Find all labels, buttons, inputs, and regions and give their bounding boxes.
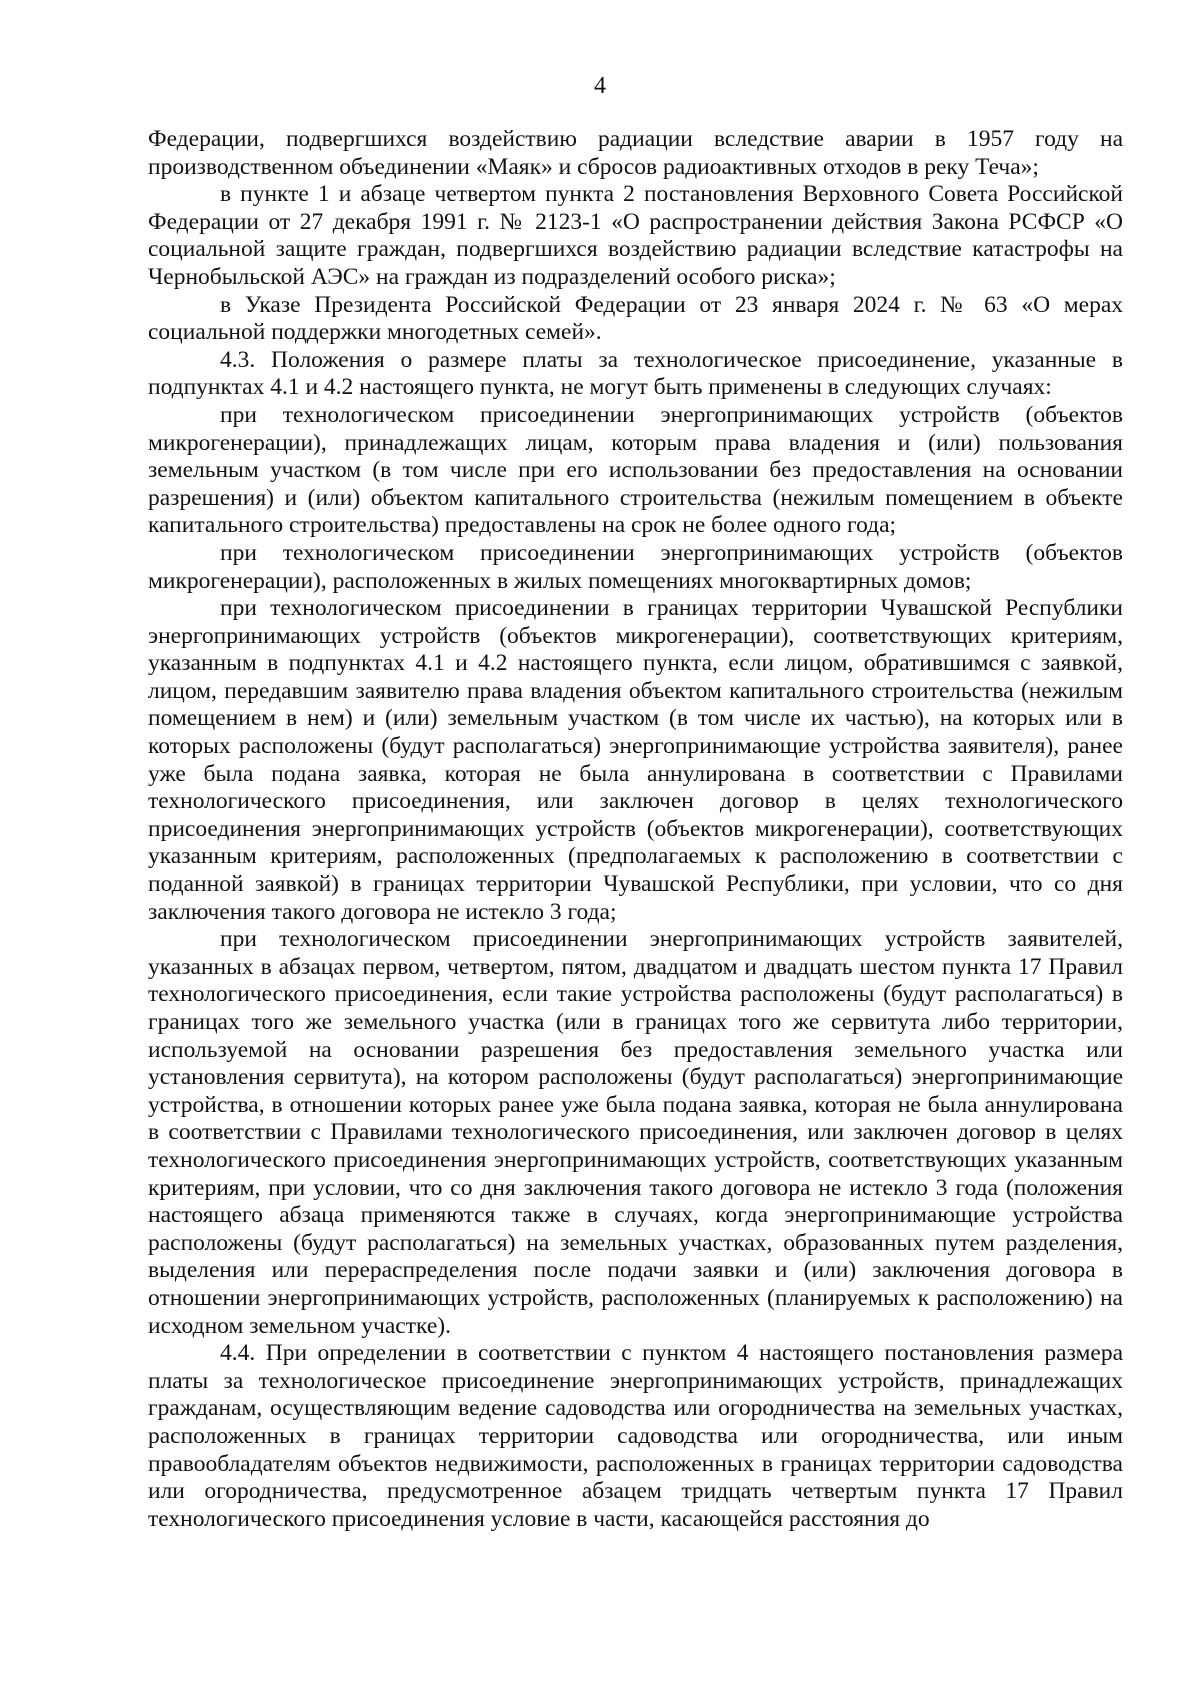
- paragraph-presidential-decree: в Указе Президента Российской Федерации от 23 января 2024 г. № 63 «О мерах социальной поддержки многодетных семей».: [148, 291, 1123, 346]
- paragraph-section-4-4: 4.4. При определении в соответствии с пунктом 4 настоящего постановления размера платы за технологическое присоединение энергопринимающих устройств, принадлежащих гражданам, осуществляющим ведение садоводства или огородничества на земельных участках, расположенных в границах территории садоводства или огородничества, или иным правообладателям объектов недвижимости, расположенных в границах территории садоводства или огородничества, предусмотренное абзацем тридцать четвертым пункта 17 Правил технологического присоединения условие в части, касающейся расстояния до: [148, 1340, 1123, 1532]
- paragraph-case-same-land-plot: при технологическом присоединении энергопринимающих устройств заявителей, указанных в абзацах первом, четвертом, пятом, двадцатом и двадцать шестом пункта 17 Правил технологического присоединения, если такие устройства расположены (будут располагаться) в границах того же земельного участка (или в границах того же сервитута либо территории, используемой на основании разрешения без предоставления земельного участка или установления сервитута), на котором расположены (будут располагаться) энергопринимающие устройства, в отношении которых ранее уже была подана заявка, которая не была аннулирована в соответствии с Правилами технологического присоединения, или заключен договор в целях технологического присоединения энергопринимающих устройств, соответствующих указанным критериям, при условии, что со дня заключения такого договора не истекло 3 года (положения настоящего абзаца применяются также в случаях, когда энергопринимающие устройства расположены (будут располагаться) на земельных участках, образованных путем разделения, выделения или перераспределения после подачи заявки и (или) заключения договора в отношении энергопринимающих устройств, расположенных (планируемых к расположению) на исходном земельном участке).: [148, 926, 1123, 1339]
- page-number: 4: [594, 73, 606, 99]
- paragraph-case-apartment-buildings: при технологическом присоединении энергопринимающих устройств (объектов микрогенерации), расположенных в жилых помещениях многоквартирных домов;: [148, 539, 1123, 594]
- paragraph-supreme-council-resolution: в пункте 1 и абзаце четвертом пункта 2 постановления Верховного Совета Российской Федерации от 27 декабря 1991 г. № 2123-1 «О распространении действия Закона РСФСР «О социальной защите граждан, подвергшихся воздействию радиации вследствие катастрофы на Чернобыльской АЭС» на граждан из подразделений особого риска»;: [148, 181, 1123, 290]
- paragraph-case-prior-application: при технологическом присоединении в границах территории Чувашской Республики энергопринимающих устройств (объектов микрогенерации), соответствующих критериям, указанным в подпунктах 4.1 и 4.2 настоящего пункта, если лицом, обратившимся с заявкой, лицом, передавшим заявителю права владения объектом капитального строительства (нежилым помещением в нем) и (или) земельным участком (в том числе их частью), на которых или в которых расположены (будут располагаться) энергопринимающие устройства заявителя), ранее уже была подана заявка, которая не была аннулирована в соответствии с Правилами технологического присоединения, или заключен договор в целях технологического присоединения энергопринимающих устройств (объектов микрогенерации), соответствующих указанным критериям, расположенных (предполагаемых к расположению в соответствии с поданной заявкой) в границах территории Чувашской Республики, при условии, что со дня заключения такого договора не истекло 3 года;: [148, 595, 1123, 925]
- paragraph-case-short-term-rights: при технологическом присоединении энергопринимающих устройств (объектов микрогенерации), принадлежащих лицам, которым права владения и (или) пользования земельным участком (в том числе при его использовании без предоставления на основании разрешения) и (или) объектом капитального строительства (нежилым помещением в объекте капитального строительства) предоставлены на срок не более одного года;: [148, 401, 1123, 539]
- document-body: [148, 126, 1123, 1533]
- paragraph-section-4-3: 4.3. Положения о размере платы за технологическое присоединение, указанные в подпунктах 4.1 и 4.2 настоящего пункта, не могут быть применены в следующих случаях:: [148, 346, 1123, 401]
- paragraph-continuation: Федерации, подвергшихся воздействию радиации вследствие аварии в 1957 году на производственном объединении «Маяк» и сбросов радиоактивных отходов в реку Теча»;: [148, 126, 1123, 180]
